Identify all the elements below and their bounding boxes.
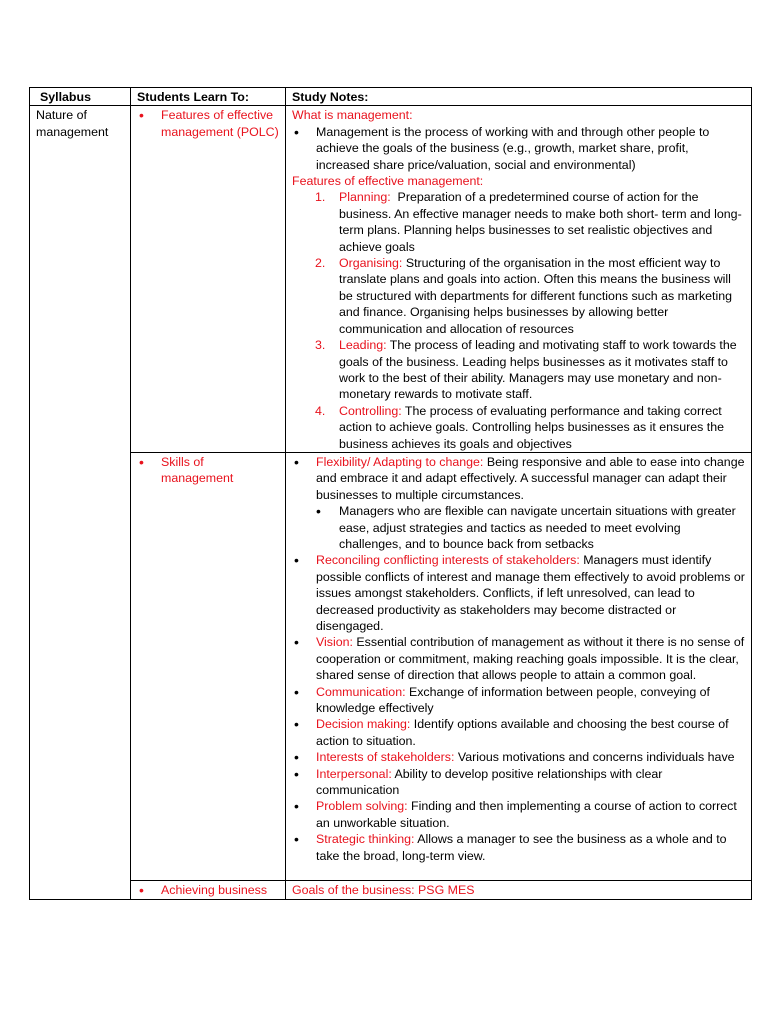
skill-term: Decision making: — [316, 717, 411, 732]
learn-features-cell — [131, 106, 286, 453]
list-item: • Management is the process of working with and through other people to achieve the goals of the business (e.g., growth, market share, profit, increased share price/valuation, social and environmental) — [292, 124, 745, 173]
skill-term: Reconciling conflicting interests of stakeholders: — [316, 553, 580, 568]
study-notes-table — [29, 87, 752, 900]
skill-text: Finding and then implementing a course of action to correct an unworkable situation. — [316, 799, 737, 830]
list-item — [292, 454, 745, 552]
skill-term: Problem solving: — [316, 799, 408, 814]
skill-term: Interpersonal: — [316, 766, 392, 781]
list-item — [315, 403, 745, 452]
what-is-management-heading: What is management: — [292, 108, 413, 123]
skill-term: Interests of stakeholders: — [316, 750, 455, 765]
item-term: Organising: — [339, 256, 403, 271]
table-row — [30, 452, 752, 880]
skill-text: Allows a manager to see the business as a whole and to take the broad, long-term view. — [316, 832, 727, 863]
list-item — [292, 684, 745, 717]
list-item — [315, 337, 745, 403]
learn-skills-item: • Skills of management — [137, 454, 279, 487]
skill-text: Various motivations and concerns individuals have — [454, 750, 735, 765]
item-term: Planning: — [339, 190, 391, 205]
skill-text: Ability to develop positive relationships with clear communication — [316, 766, 663, 798]
skill-term: Vision: — [316, 635, 353, 650]
item-term: Controlling: — [339, 403, 402, 418]
learn-achieving-cell — [131, 881, 286, 899]
sub-list-item: • Managers who are flexible can navigate uncertain situations with greater ease, adjust strategies and tactics as needed to meet evolving challenges, and to bounce back from setbacks — [316, 503, 745, 552]
list-item — [292, 766, 745, 799]
item-text: The process of leading and motivating staff to work towards the goals of the business. Leading helps businesses as it motivates staff to work to the best of their ability. Managers may use monetary and non-monetary rewards to motivate staff. — [339, 338, 737, 402]
header-study-notes: Study Notes: — [286, 88, 752, 106]
notes-features-cell — [286, 106, 752, 453]
table-row — [30, 106, 752, 453]
skill-text: Exchange of information between people, conveying of knowledge effectively — [316, 684, 710, 716]
item-number: 2. — [315, 256, 326, 271]
skill-text: Managers must identify possible conflicts of interest and manage them effectively to avoid problems or issues amongst stakeholders. Conflicts, if left unresolved, can lead to decreased productivity as stakeholders may become distracted or disengaged. — [316, 553, 745, 633]
learn-features-item: • Features of effective management (POLC) — [137, 107, 279, 140]
skill-term: Communication: — [316, 684, 406, 699]
skill-text: Essential contribution of management as without it there is no sense of cooperation or commitment, making reaching goals impossible. It is the clear, shared sense of direction that allows people to attain a common goal. — [316, 635, 745, 683]
list-item — [315, 189, 745, 255]
list-item — [292, 716, 745, 749]
table-row — [30, 881, 752, 899]
item-text: Preparation of a predetermined course of action for the business. An effective manager needs to make both short- term and long-term plans. Planning helps businesses to set realistic objectives and achieve goals — [339, 190, 742, 254]
notes-goals-cell: Goals of the business: PSG MES — [286, 881, 752, 899]
syllabus-nature-of-management: Nature of management — [30, 106, 131, 899]
header-row — [30, 88, 752, 106]
item-number: 3. — [315, 338, 326, 353]
polc-list — [292, 189, 745, 452]
learn-achieving-item: • Achieving business — [137, 882, 279, 898]
item-number: 4. — [315, 403, 326, 418]
list-item — [292, 634, 745, 683]
item-term: Leading: — [339, 338, 387, 353]
list-item — [292, 749, 745, 765]
skill-text: Being responsive and able to ease into change and embrace it and adapt effectively. A successful manager can adapt their businesses to multiple circumstances. — [316, 454, 745, 502]
notes-skills-cell — [286, 452, 752, 880]
item-text: Structuring of the organisation in the most efficient way to translate plans and goals into action. Often this means the business will be structured with departments for different functions such as marketing and finance. Organising helps businesses by allowing better communication and allocation of resources — [339, 256, 733, 336]
header-students-learn: Students Learn To: — [131, 88, 286, 106]
list-item — [292, 798, 745, 831]
list-item — [315, 255, 745, 337]
item-text: The process of evaluating performance and taking correct action to achieve goals. Controlling helps businesses as it ensures the business achieves its goals and objectives — [339, 403, 725, 451]
learn-skills-cell — [131, 452, 286, 880]
skill-text: Identify options available and choosing the best course of action to situation. — [316, 717, 729, 748]
list-item — [292, 552, 745, 634]
list-item — [292, 831, 745, 864]
skill-term: Strategic thinking: — [316, 832, 415, 847]
features-heading: Features of effective management: — [292, 174, 484, 189]
skill-term: Flexibility/ Adapting to change: — [316, 454, 484, 469]
item-number: 1. — [315, 190, 326, 205]
header-syllabus: Syllabus — [30, 88, 131, 106]
